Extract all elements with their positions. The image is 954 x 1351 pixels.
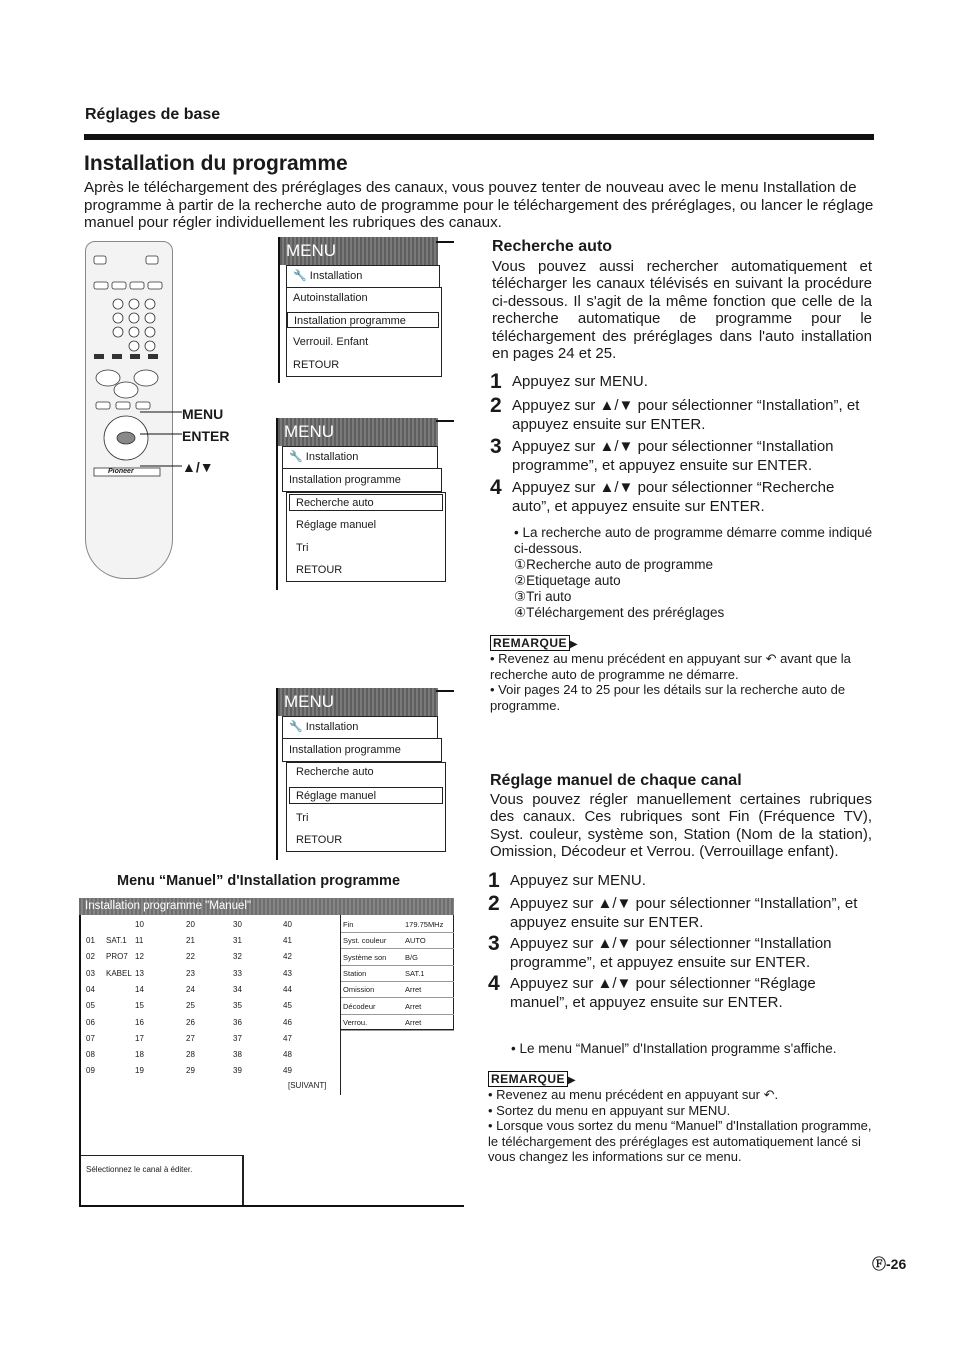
menu-item-label: Installation	[305, 721, 359, 733]
channel-cell[interactable]: 41	[283, 936, 292, 945]
setting-value[interactable]: AUTO	[405, 936, 426, 946]
menu-item-installation[interactable]	[282, 446, 438, 468]
menu-item-retour[interactable]: RETOUR	[296, 834, 343, 846]
setting-divider	[341, 932, 454, 933]
menu-item-recherche-auto[interactable]: Recherche auto	[296, 766, 374, 778]
remarque-badge-2: REMARQUE ▶	[488, 1070, 576, 1088]
channel-cell[interactable]: 37	[233, 1033, 242, 1043]
channel-cell[interactable]: 08	[86, 1050, 95, 1060]
header-rule	[84, 134, 874, 140]
grid-column-header: 40	[283, 920, 292, 929]
menu-item-installation-programme[interactable]: Installation programme	[287, 312, 439, 328]
channel-cell[interactable]: 29	[186, 1066, 195, 1076]
setting-divider	[341, 1014, 454, 1015]
manual-step-2: 2 Appuyez sur ▲/▼ pour sélectionner “Installation”, et appuyez ensuite sur ENTER.	[488, 892, 858, 931]
menu-item-tri[interactable]: Tri	[296, 542, 309, 554]
setting-label: Décodeur	[343, 1001, 376, 1011]
channel-cell[interactable]: 14	[135, 984, 144, 994]
channel-cell[interactable]: 05	[86, 1001, 95, 1011]
channel-cell[interactable]: 25	[186, 1001, 195, 1011]
table-footer-hint: Sélectionnez le canal à éditer.	[86, 1165, 193, 1174]
manual-steps	[488, 871, 874, 1012]
menu-screen-1	[278, 237, 454, 387]
channel-name[interactable]: PRO7	[106, 952, 128, 962]
setting-divider	[341, 981, 454, 982]
channel-name[interactable]: KABEL	[106, 968, 132, 978]
auto-bullet: • La recherche auto de programme démarre comme indiqué ci-dessous.	[514, 525, 873, 556]
menu-item-installation[interactable]	[286, 265, 440, 287]
setting-divider	[341, 965, 454, 966]
channel-cell[interactable]: 15	[135, 1001, 144, 1011]
auto-sub-item: ②Etiquetage auto	[514, 573, 621, 588]
heading-recherche-auto: Recherche auto	[492, 238, 613, 255]
manual-screen-title-bar: Installation programme "Manuel"	[79, 898, 454, 915]
auto-sub-list	[514, 557, 724, 621]
channel-cell[interactable]: 45	[283, 1001, 292, 1011]
channel-cell[interactable]: 49	[283, 1066, 292, 1076]
channel-cell[interactable]: 27	[186, 1033, 195, 1043]
channel-cell[interactable]: 32	[233, 952, 242, 962]
channel-cell[interactable]: 28	[186, 1050, 195, 1060]
auto-paragraph: Vous pouvez aussi rechercher automatiquement et télécharger les canaux télévisés en suivant la procédure ci-dessous. Il s'agit de la même fonction que celle de la recherche automatique de programme pour le téléchargement des préréglages dans l'auto installation en pages 24 et 25.	[492, 258, 872, 363]
manual-step-3: 3 Appuyez sur ▲/▼ pour sélectionner “Installation programme”, et appuyez ensuite sur ENTER.	[488, 932, 832, 971]
channel-cell[interactable]: 26	[186, 1017, 195, 1027]
auto-step-2: 2 Appuyez sur ▲/▼ pour sélectionner “Installation”, et appuyez ensuite sur ENTER.	[490, 394, 860, 433]
channel-cell[interactable]: 44	[283, 984, 292, 994]
setting-label: Verrou.	[343, 1017, 368, 1027]
channel-cell[interactable]: 22	[186, 952, 195, 962]
channel-cell[interactable]: 31	[233, 936, 242, 945]
menu-screen-2	[276, 418, 456, 594]
manual-bullet: • Le menu “Manuel” d'Installation programme s'affiche.	[511, 1041, 837, 1056]
channel-cell[interactable]: 17	[135, 1033, 144, 1043]
page-number: Ⓕ-26	[872, 1256, 907, 1272]
menu-item-tri[interactable]: Tri	[296, 812, 309, 824]
channel-cell[interactable]: 03	[86, 968, 95, 978]
auto-remark: • Revenez au menu précédent en appuyant sur ↶ avant que la recherche auto de programme ne démarre.	[490, 651, 851, 682]
manual-remark: • Lorsque vous sortez du menu “Manuel” d'Installation programme, le téléchargement des préréglages est automatiquement lancé si vous changez les informations sur ce menu.	[488, 1118, 872, 1164]
menu-item-reglage-manuel[interactable]: Réglage manuel	[296, 519, 377, 531]
installation-icon: 🔧	[289, 451, 303, 463]
grid-column-header: 10	[135, 920, 144, 929]
remote-label-menu: MENU	[182, 406, 224, 422]
setting-label: Station	[343, 968, 367, 978]
setting-label: Système son	[343, 952, 387, 962]
page-title: Installation du programme	[84, 152, 348, 175]
grid-column-header: 20	[186, 920, 195, 929]
setting-value[interactable]: SAT.1	[405, 968, 425, 978]
heading-reglage-manuel: Réglage manuel de chaque canal	[490, 772, 742, 789]
setting-value[interactable]: B/G	[405, 952, 418, 962]
auto-sub-item: ①Recherche auto de programme	[514, 557, 713, 572]
channel-cell[interactable]: 01	[86, 936, 95, 945]
setting-label: Fin	[343, 920, 354, 929]
remote-label-enter: ENTER	[182, 428, 230, 444]
menu-title-bar: MENU	[278, 418, 438, 446]
channel-cell[interactable]: 33	[233, 968, 242, 978]
menu-item-retour[interactable]: RETOUR	[296, 564, 343, 576]
menu-item-recherche-auto[interactable]: Recherche auto	[289, 494, 443, 511]
menu-screen-3	[276, 688, 456, 864]
menu-item-installation-programme[interactable]: Installation programme	[282, 468, 442, 492]
channel-cell[interactable]: 02	[86, 952, 95, 962]
auto-step-3: 3 Appuyez sur ▲/▼ pour sélectionner “Installation programme”, et appuyez ensuite sur ENTER.	[490, 435, 834, 474]
auto-sub-item: ③Tri auto	[514, 589, 572, 604]
menu-title-bar: MENU	[278, 688, 438, 716]
setting-value[interactable]: Arret	[405, 1001, 422, 1011]
channel-cell[interactable]: 16	[135, 1017, 144, 1027]
channel-cell[interactable]: 46	[283, 1017, 292, 1027]
manual-remark: • Revenez au menu précédent en appuyant sur ↶.	[488, 1087, 779, 1102]
menu-title-bar: MENU	[280, 237, 438, 265]
setting-divider	[341, 1030, 454, 1031]
remote-brand: Pioneer	[108, 468, 134, 475]
suivant-link[interactable]: [SUIVANT]	[288, 1081, 327, 1090]
menu-item-reglage-manuel[interactable]: Réglage manuel	[289, 787, 443, 804]
setting-divider	[341, 997, 454, 998]
channel-cell[interactable]: 38	[233, 1050, 242, 1060]
channel-cell[interactable]: 09	[86, 1066, 95, 1076]
menu-item-autoinstallation[interactable]: Autoinstallation	[293, 292, 368, 304]
manual-step-1: 1 Appuyez sur MENU.	[488, 869, 646, 892]
channel-cell[interactable]: 07	[86, 1033, 95, 1043]
installation-icon: 🔧	[289, 721, 303, 733]
grid-column-header: 30	[233, 920, 242, 929]
channel-cell[interactable]: 35	[233, 1001, 242, 1011]
setting-value[interactable]: 179.75MHz	[405, 920, 444, 929]
channel-cell[interactable]: 24	[186, 984, 195, 994]
channel-cell[interactable]: 06	[86, 1017, 95, 1027]
table-caption: Menu “Manuel” d'Installation programme	[117, 873, 401, 889]
setting-divider	[341, 948, 454, 949]
channel-cell[interactable]: 42	[283, 952, 292, 962]
auto-remark: • Voir pages 24 to 25 pour les détails sur la recherche auto de programme.	[490, 682, 846, 713]
channel-cell[interactable]: 12	[135, 952, 144, 962]
channel-cell[interactable]: 34	[233, 984, 242, 994]
channel-cell[interactable]: 04	[86, 984, 95, 994]
auto-sub-item: ④Téléchargement des préréglages	[514, 605, 725, 620]
menu-item-retour[interactable]: RETOUR	[293, 359, 340, 371]
menu-item-installation[interactable]	[282, 716, 438, 738]
setting-value[interactable]: Arret	[405, 1017, 422, 1027]
remarque-badge-1: REMARQUE ▶	[490, 634, 578, 652]
channel-cell[interactable]: 36	[233, 1017, 242, 1027]
channel-cell[interactable]: 13	[135, 968, 144, 978]
auto-step-4: 4 Appuyez sur ▲/▼ pour sélectionner “Recherche auto”, et appuyez ensuite sur ENTER.	[490, 476, 835, 515]
menu-item-installation-programme[interactable]: Installation programme	[282, 738, 442, 762]
remote-pointer-lines	[140, 404, 184, 474]
channel-name[interactable]: SAT.1	[106, 936, 127, 945]
auto-step-1: 1 Appuyez sur MENU.	[490, 370, 648, 393]
channel-cell[interactable]: 39	[233, 1066, 242, 1076]
setting-label: Syst. couleur	[343, 936, 387, 946]
channel-cell[interactable]: 48	[283, 1050, 292, 1060]
manual-remarks	[488, 1087, 872, 1165]
setting-label: Omission	[343, 985, 375, 995]
channel-cell[interactable]: 18	[135, 1050, 144, 1060]
manual-step-4: 4 Appuyez sur ▲/▼ pour sélectionner “Réglage manuel”, et appuyez ensuite sur ENTER.	[488, 972, 816, 1011]
channel-cell[interactable]: 43	[283, 968, 292, 978]
auto-remarks	[490, 651, 872, 713]
manual-remark: • Sortez du menu en appuyant sur MENU.	[488, 1102, 731, 1118]
channel-cell[interactable]: 11	[135, 936, 144, 945]
channel-cell[interactable]: 23	[186, 968, 195, 978]
channel-cell[interactable]: 21	[186, 936, 195, 945]
menu-item-label: Installation	[305, 451, 359, 463]
channel-cell[interactable]: 47	[283, 1033, 292, 1043]
intro-paragraph: Après le téléchargement des préréglages des canaux, vous pouvez tenter de nouveau avec le menu Installation de programme à partir de la recherche auto de programme pour le téléchargement des préréglages, ou lancer le réglage manuel pour régler individuellement les rubriques des canaux.	[84, 179, 874, 231]
manual-paragraph: Vous pouvez régler manuellement certaines rubriques des canaux. Ces rubriques sont Fin (Fréquence TV), Syst. couleur, système son, Station (Nom de la station), Omission, Décodeur et Verrou. (Verrouillage enfant).	[490, 791, 872, 861]
remote-label-arrows: ▲/▼	[182, 459, 214, 475]
auto-steps	[490, 372, 874, 516]
channel-cell[interactable]: 19	[135, 1066, 144, 1076]
menu-item-label: Installation	[309, 270, 363, 282]
menu-item-verrouil-enfant[interactable]: Verrouil. Enfant	[293, 336, 369, 348]
setting-value[interactable]: Arret	[405, 985, 422, 995]
section-heading: Réglages de base	[85, 106, 221, 123]
installation-icon: 🔧	[293, 270, 307, 282]
